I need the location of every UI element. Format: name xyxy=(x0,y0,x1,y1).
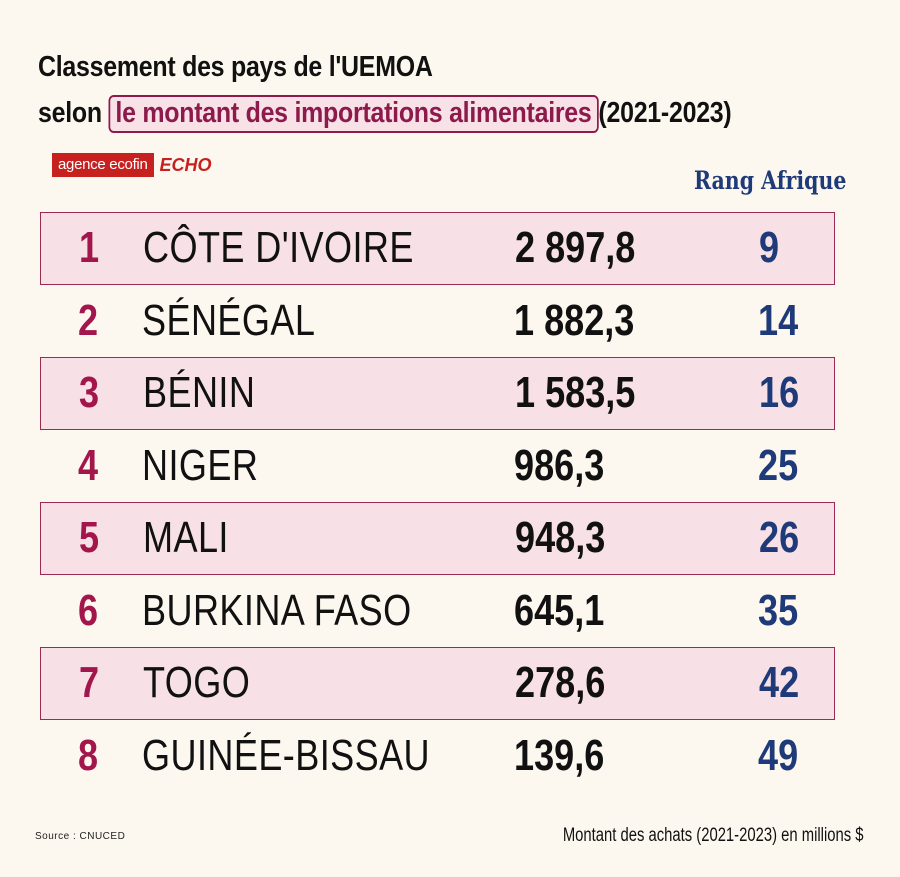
country-cell: CÔTE D'IVOIRE xyxy=(143,223,414,273)
rank-cell: 2 xyxy=(78,295,99,345)
country-cell: MALI xyxy=(143,513,229,563)
value-cell: 139,6 xyxy=(514,730,605,780)
table-row xyxy=(40,720,835,793)
title-highlight: le montant des importations alimentaires xyxy=(109,95,599,133)
rank-cell: 1 xyxy=(79,223,100,273)
africa-rank-cell: 42 xyxy=(759,658,800,708)
value-cell: 2 897,8 xyxy=(515,223,636,273)
table-row xyxy=(40,575,835,648)
value-cell: 986,3 xyxy=(514,440,605,490)
country-cell: BURKINA FASO xyxy=(142,585,412,635)
source-note: Source : CNUCED xyxy=(35,831,126,842)
country-cell: TOGO xyxy=(143,658,251,708)
africa-rank-header: Rang Afrique xyxy=(694,166,847,195)
country-cell: SÉNÉGAL xyxy=(142,295,316,345)
rank-cell: 3 xyxy=(79,368,100,418)
rank-cell: 8 xyxy=(78,730,99,780)
africa-rank-cell: 26 xyxy=(759,513,800,563)
unit-note: Montant des achats (2021-2023) en millions $ xyxy=(563,825,864,846)
country-cell: NIGER xyxy=(142,440,259,490)
rank-cell: 4 xyxy=(78,440,99,490)
africa-rank-cell: 16 xyxy=(759,368,800,418)
africa-rank-cell: 35 xyxy=(758,585,799,635)
rank-cell: 6 xyxy=(78,585,99,635)
africa-rank-cell: 49 xyxy=(758,730,799,780)
table-row xyxy=(40,430,835,503)
title-line-1: Classement des pays de l'UEMOA xyxy=(38,51,433,83)
table-row xyxy=(40,212,835,285)
africa-rank-cell: 25 xyxy=(758,440,799,490)
echo-logo-text: ECHO xyxy=(159,154,212,175)
value-cell: 645,1 xyxy=(514,585,605,635)
table-row xyxy=(40,285,835,358)
value-cell: 1 583,5 xyxy=(515,368,636,418)
table-row xyxy=(40,647,835,720)
agence-ecofin-logo xyxy=(52,153,212,177)
ranking-table xyxy=(40,212,835,792)
value-cell: 1 882,3 xyxy=(514,295,635,345)
rank-cell: 7 xyxy=(79,658,100,708)
country-cell: BÉNIN xyxy=(143,368,256,418)
title-suffix: (2021-2023) xyxy=(598,97,732,129)
chart-title xyxy=(38,44,731,136)
title-line-2 xyxy=(38,90,731,136)
rank-cell: 5 xyxy=(79,513,100,563)
value-cell: 948,3 xyxy=(515,513,606,563)
country-cell: GUINÉE-BISSAU xyxy=(142,730,431,780)
africa-rank-cell: 14 xyxy=(758,295,799,345)
africa-rank-cell: 9 xyxy=(759,223,780,273)
table-row xyxy=(40,502,835,575)
table-row xyxy=(40,357,835,430)
title-prefix: selon xyxy=(38,97,102,129)
ecofin-logo-text: agence ecofin xyxy=(52,153,154,177)
value-cell: 278,6 xyxy=(515,658,606,708)
